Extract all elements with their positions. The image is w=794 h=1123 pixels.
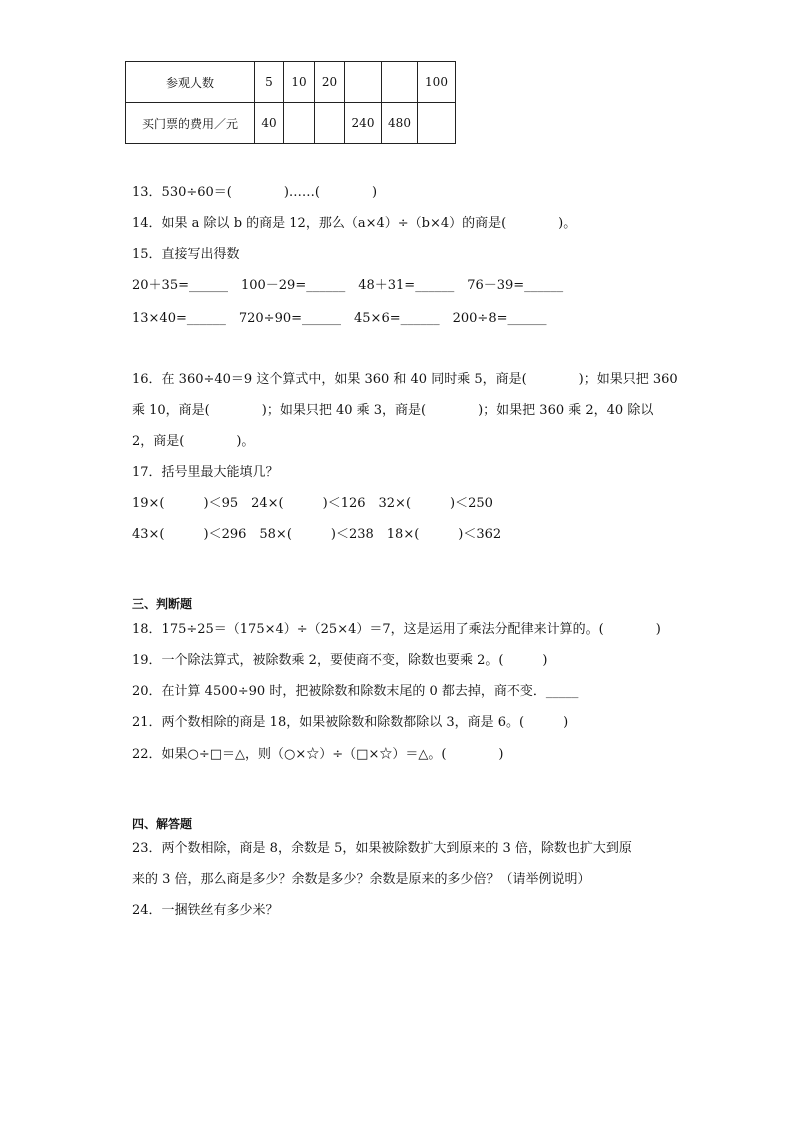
question-22 bbox=[132, 746, 504, 764]
question-16-line-1 bbox=[132, 371, 678, 389]
question-text: 23．两个数相除，商是 8，余数是 5，如果被除数扩大到原来的 3 倍，除数也扩大到原 bbox=[132, 841, 632, 856]
table-cell: 40 bbox=[255, 103, 284, 144]
question-text: 21．两个数相除的商是 18，如果被除数和除数都除以 3，商是 6。( ) bbox=[132, 715, 569, 730]
question-15-title bbox=[132, 246, 240, 264]
question-17-row-2 bbox=[132, 526, 501, 544]
question-19 bbox=[132, 652, 548, 670]
question-17-title bbox=[132, 464, 279, 482]
question-text: 14．如果 a 除以 b 的商是 12，那么（a×4）÷（b×4）的商是( )。 bbox=[132, 216, 577, 231]
table-cell: 10 bbox=[284, 62, 315, 103]
question-15-row-1 bbox=[132, 277, 563, 295]
table-cell bbox=[284, 103, 315, 144]
question-text: 19×( )＜95 24×( )＜126 32×( )＜250 bbox=[132, 496, 493, 511]
table-cell: 买门票的费用／元 bbox=[126, 103, 255, 144]
question-16-line-3 bbox=[132, 433, 254, 451]
question-17-row-1 bbox=[132, 495, 493, 513]
table-cell: 5 bbox=[255, 62, 284, 103]
question-text: 17．括号里最大能填几？ bbox=[132, 465, 279, 480]
question-23-line-2 bbox=[132, 871, 591, 889]
table-cell: 100 bbox=[418, 62, 456, 103]
table-cell bbox=[315, 103, 345, 144]
question-24 bbox=[132, 902, 279, 920]
table-cell: 240 bbox=[345, 103, 382, 144]
question-18 bbox=[132, 621, 661, 639]
question-text: 20＋35=______ 100－29=______ 48＋31=______ 76－39=______ bbox=[132, 278, 564, 293]
question-text: 来的 3 倍，那么商是多少？余数是多少？余数是原来的多少倍？（请举例说明） bbox=[132, 872, 591, 887]
section-heading-answers: 四、解答题 bbox=[132, 817, 193, 831]
table-row bbox=[126, 103, 456, 144]
question-text: 22．如果○÷□＝△，则（○×☆）÷（□×☆）＝△。( ) bbox=[132, 747, 504, 762]
question-text: 2，商是( )。 bbox=[132, 434, 255, 449]
question-20 bbox=[132, 683, 578, 701]
table-cell bbox=[418, 103, 456, 144]
question-15-row-2 bbox=[132, 310, 546, 328]
section-heading-judgement: 三、判断题 bbox=[132, 597, 193, 611]
question-text: 19．一个除法算式，被除数乘 2，要使商不变，除数也要乘 2。( ) bbox=[132, 653, 548, 668]
question-text: 43×( )＜296 58×( )＜238 18×( )＜362 bbox=[132, 527, 502, 542]
table-cell: 20 bbox=[315, 62, 345, 103]
question-14 bbox=[132, 215, 576, 233]
question-16-line-2 bbox=[132, 402, 653, 420]
question-text: 20．在计算 4500÷90 时，把被除数和除数末尾的 0 都去掉，商不变．_____ bbox=[132, 684, 579, 699]
question-text: 24．一捆铁丝有多少米？ bbox=[132, 903, 279, 918]
table-row bbox=[126, 62, 456, 103]
table-cell bbox=[345, 62, 382, 103]
question-text: 16．在 360÷40＝9 这个算式中，如果 360 和 40 同时乘 5，商是( )；如果只把 360 bbox=[132, 372, 678, 387]
question-text: 13．530÷60＝( )……( ) bbox=[132, 185, 378, 200]
question-23-line-1 bbox=[132, 840, 632, 858]
table-cell: 参观人数 bbox=[126, 62, 255, 103]
table-cell bbox=[382, 62, 418, 103]
question-21 bbox=[132, 714, 568, 732]
ticket-table bbox=[125, 61, 456, 144]
question-13 bbox=[132, 184, 377, 202]
question-text: 18．175÷25＝（175×4）÷（25×4）＝7，这是运用了乘法分配律来计算的。( ) bbox=[132, 622, 661, 637]
question-text: 13×40=______ 720÷90=______ 45×6=______ 200÷8=______ bbox=[132, 311, 547, 326]
question-text: 15．直接写出得数 bbox=[132, 247, 240, 262]
question-text: 乘 10，商是( )；如果只把 40 乘 3，商是( )；如果把 360 乘 2，40 除以 bbox=[132, 403, 654, 418]
table-cell: 480 bbox=[382, 103, 418, 144]
